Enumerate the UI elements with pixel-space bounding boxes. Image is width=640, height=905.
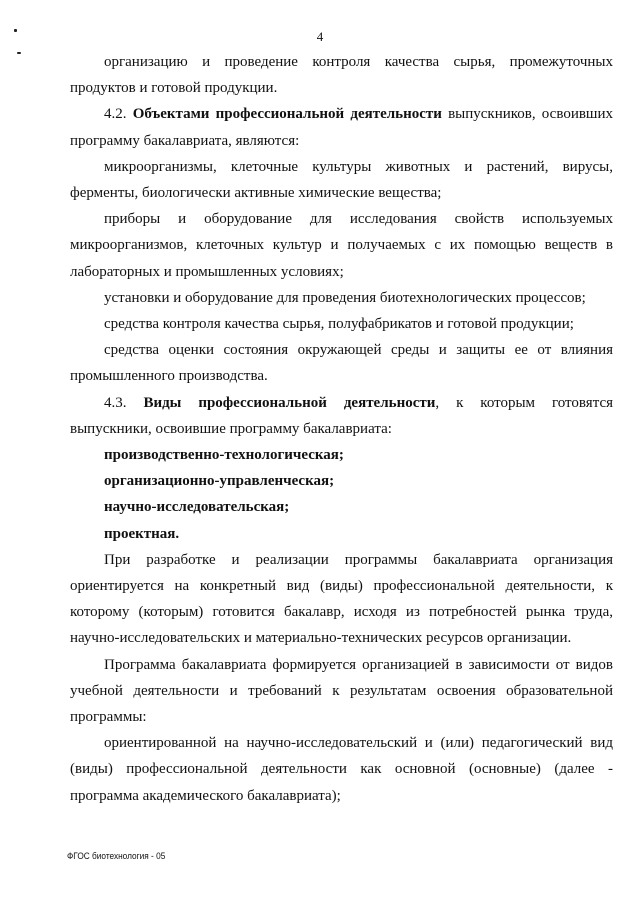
paragraph-continuation: организацию и проведение контроля качества сырья, промежуточных продуктов и готовой продукции.	[70, 54, 613, 97]
section-term-objects: Объектами профессиональной деятельности	[132, 106, 442, 123]
paragraph-program-orientation: При разработке и реализации программы бакалавриата организация ориентируется на конкретный вид (виды) профессиональной деятельности, к которому (которым) готовится бакалавр, исходя из потребностей рынка труда, научно-исследовательских и материально-технических ресурсов организации.	[70, 551, 613, 647]
paragraph-instruments: приборы и оборудование для исследования свойств используемых микроорганизмов, клеточных культур и получаемых с их помощью веществ в лабораторных и промышленных условиях;	[70, 211, 613, 280]
activity-type-production: производственно-технологическая;	[104, 447, 344, 464]
paragraph-program-formation: Программа бакалавриата формируется организацией в зависимости от видов учебной деятельности и требований к результатам освоения образовательной программы:	[70, 656, 613, 726]
activity-type-research: научно-исследовательская;	[104, 499, 290, 516]
paragraph-installations: установки и оборудование для проведения биотехнологических процессов;	[104, 289, 586, 306]
page-number: 4	[316, 29, 324, 44]
section-text: , к которым готовятся выпускники, освоившие программу бакалавриата:	[70, 394, 613, 437]
activity-type-project: проектная.	[104, 525, 180, 542]
body-text	[70, 49, 613, 809]
paragraph-quality-control: средства контроля качества сырья, полуфабрикатов и готовой продукции;	[104, 316, 574, 333]
section-number: 4.3.	[104, 394, 144, 411]
section-term-activity-types: Виды профессиональной деятельности	[143, 394, 436, 411]
section-text: выпускников, освоивших программу бакалавриата, являются:	[70, 106, 614, 149]
paragraph-4-3	[70, 390, 613, 442]
paragraph-environment: средства оценки состояния окружающей среды и защиты ее от влияния промышленного производства.	[70, 342, 613, 385]
paragraph-academic-bachelor: ориентированной на научно-исследовательский и (или) педагогический вид (виды) профессиональной деятельности как основной (основные) (далее - программа академического бакалавриата);	[70, 735, 613, 804]
activity-type-management: организационно-управленческая;	[104, 473, 335, 490]
section-number: 4.2.	[104, 106, 133, 123]
footer-label: ФГОС биотехнология - 05	[67, 851, 166, 861]
scan-artifact-dash	[17, 52, 21, 54]
paragraph-4-2	[70, 101, 613, 153]
paragraph-microorganisms: микроорганизмы, клеточные культуры животных и растений, вирусы, ферменты, биологически активные химические вещества;	[70, 158, 613, 202]
